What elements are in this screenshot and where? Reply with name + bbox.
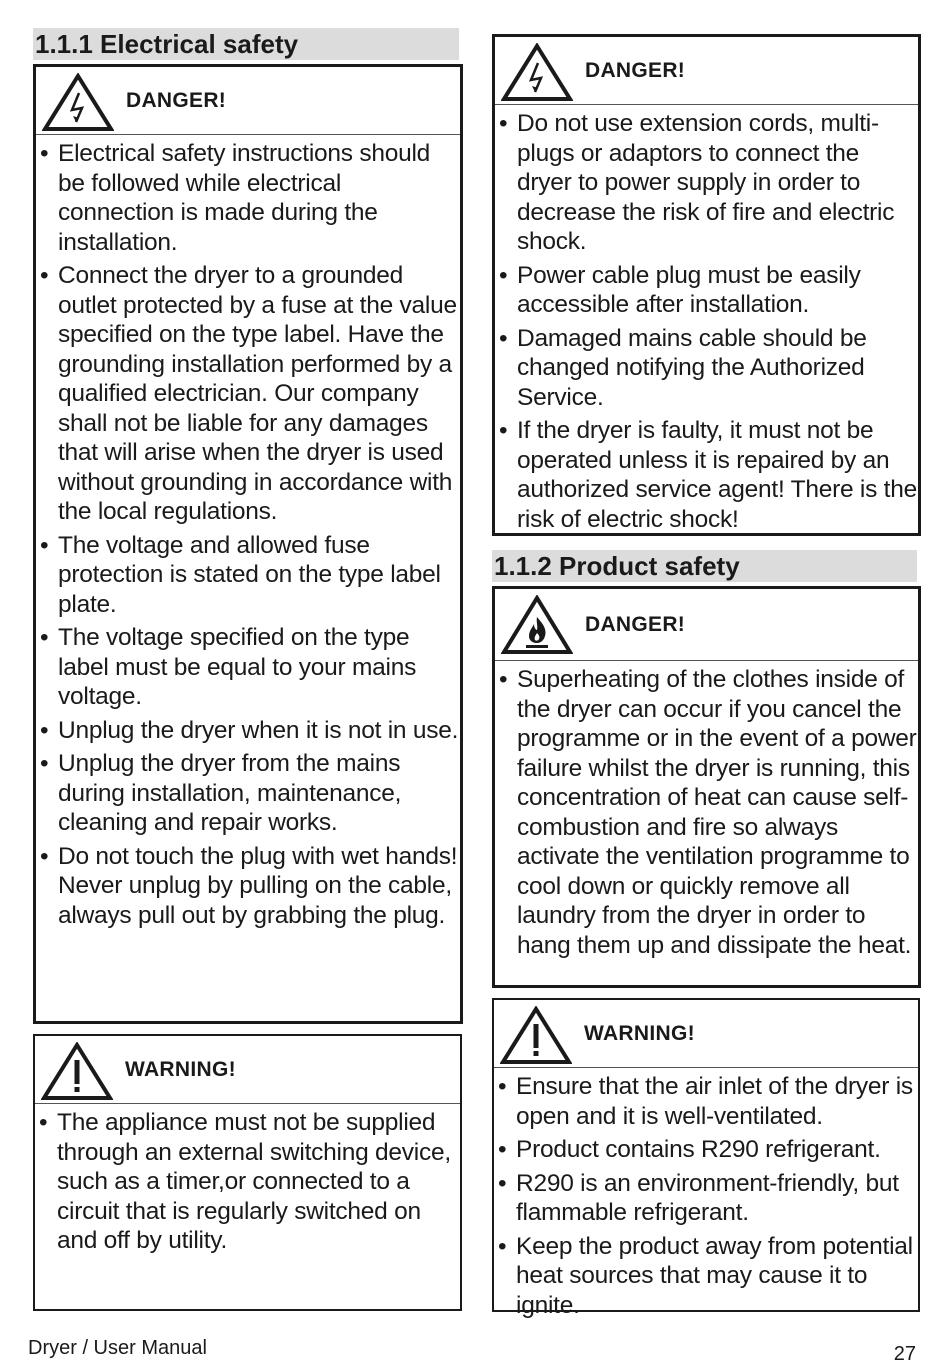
list-item: • R290 is an environment-friendly, but flammable refrigerant. [494, 1169, 918, 1228]
bullet-list [36, 135, 460, 930]
danger-box-electrical [33, 64, 463, 1024]
electric-shock-warning-icon [42, 73, 114, 131]
warning-box-switching [33, 1034, 462, 1311]
bullet-list [495, 105, 918, 534]
list-item: • If the dryer is faulty, it must not be operated unless it is repaired by an authorized service agent! There is the risk of electric shock! [495, 416, 918, 534]
exclamation-warning-icon [41, 1042, 113, 1100]
list-item: • Electrical safety instructions should be followed while electrical connection is made during the installation. [36, 139, 460, 257]
list-item: • The voltage and allowed fuse protection is stated on the type label plate. [36, 531, 460, 620]
list-item: • Unplug the dryer when it is not in use. [36, 716, 460, 746]
footer-document-title: Dryer / User Manual [28, 1337, 207, 1359]
box-header [495, 37, 918, 105]
section-title-electrical-safety: 1.1.1 Electrical safety [33, 28, 459, 60]
list-item: • Do not touch the plug with wet hands! Never unplug by pulling on the cable, always pull out by grabbing the plug. [36, 842, 460, 931]
section-title-product-safety: 1.1.2 Product safety [492, 550, 917, 582]
bullet-list [495, 661, 918, 960]
page-number: 27 [893, 1343, 916, 1365]
list-item: • Connect the dryer to a grounded outlet protected by a fuse at the value specified on the type label. Have the grounding installation performed by a qualified electrician. Our company shall not be liable for any damages that will arise when the dryer is used without grounding in accordance with the local regulations. [36, 261, 460, 527]
list-item: • Superheating of the clothes inside of the dryer can occur if you cancel the programme or in the event of a power failure whilst the dryer is running, this concentration of heat can cause self-combustion and fire so always activate the ventilation programme to cool down or quickly remove all laundry from the dryer in order to hang them up and dissipate the heat. [495, 665, 918, 960]
list-item: • Damaged mains cable should be changed notifying the Authorized Service. [495, 324, 918, 413]
bullet-list [35, 1104, 460, 1256]
warning-label: WARNING! [584, 1022, 695, 1045]
list-item: • The voltage specified on the type label must be equal to your mains voltage. [36, 623, 460, 712]
fire-warning-icon [501, 595, 573, 655]
danger-label: DANGER! [126, 89, 227, 112]
list-item: • The appliance must not be supplied through an external switching device, such as a timer,or connected to a circuit that is regularly switched on and off by utility. [35, 1108, 460, 1256]
bullet-list [494, 1068, 918, 1320]
list-item: • Power cable plug must be easily accessible after installation. [495, 261, 918, 320]
danger-box-cords [492, 34, 921, 536]
list-item: • Do not use extension cords, multi-plugs or adaptors to connect the dryer to power supply in order to decrease the risk of fire and electric shock. [495, 109, 918, 257]
list-item: • Unplug the dryer from the mains during installation, maintenance, cleaning and repair works. [36, 749, 460, 838]
box-header [36, 67, 460, 135]
electric-shock-warning-icon [501, 43, 573, 101]
danger-label: DANGER! [585, 59, 686, 82]
list-item: • Keep the product away from potential heat sources that may cause it to ignite. [494, 1232, 918, 1321]
box-header [35, 1036, 460, 1104]
list-item: • Product contains R290 refrigerant. [494, 1135, 918, 1165]
warning-box-refrigerant [492, 998, 920, 1319]
box-header [494, 1000, 918, 1068]
exclamation-warning-icon [500, 1006, 572, 1064]
danger-box-fire [492, 586, 921, 988]
warning-label: WARNING! [125, 1058, 236, 1081]
list-item: • Ensure that the air inlet of the dryer is open and it is well-ventilated. [494, 1072, 918, 1131]
danger-label: DANGER! [585, 613, 686, 636]
box-header [495, 589, 918, 661]
